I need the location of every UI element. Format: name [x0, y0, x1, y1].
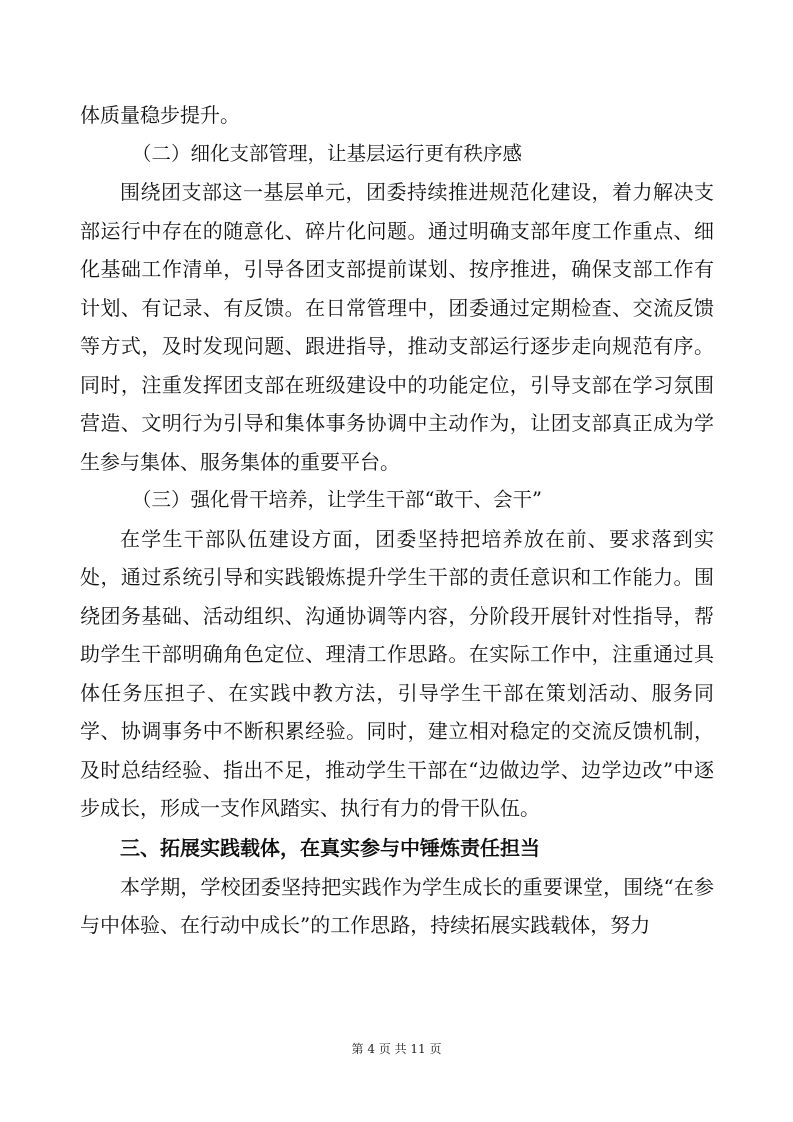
paragraph-continuation: 体质量稳步提升。	[80, 103, 240, 127]
paragraph-branch-management: 围绕团支部这一基层单元，团委持续推进规范化建设，着力解决支部运行中存在的随意化、碎片化问题。通过明确支部年度工作重点、细化基础工作清单，引导各团支部提前谋划、按序推进，确保支部工作有计划、有记录、有反馈。在日常管理中，团委通过定期检查、交流反馈等方式，及时发现问题、跟进指导，推动支部运行逐步走向规范有序。同时，注重发挥团支部在班级建设中的功能定位，引导支部在学习氛围营造、文明行为引导和集体事务协调中主动作为，让团支部真正成为学生参与集体、服务集体的重要平台。	[80, 180, 714, 474]
chapter-heading-3: 三、拓展实践载体，在真实参与中锤炼责任担当	[120, 835, 540, 860]
document-body	[80, 96, 714, 945]
paragraph-cadre-training: 在学生干部队伍建设方面，团委坚持把培养放在前、要求落到实处，通过系统引导和实践锻炼提升学生干部的责任意识和工作能力。围绕团务基础、活动组织、沟通协调等内容，分阶段开展针对性指导，帮助学生干部明确角色定位、理清工作思路。在实际工作中，注重通过具体任务压担子、在实践中教方法，引导学生干部在策划活动、服务同学、协调事务中不断积累经验。同时，建立相对稳定的交流反馈机制，及时总结经验、指出不足，推动学生干部在“边做边学、边学边改”中逐步成长，形成一支作风踏实、执行有力的骨干队伍。	[80, 526, 714, 820]
paragraph-practice-intro: 本学期，学校团委坚持把实践作为学生成长的重要课堂，围绕“在参与中体验、在行动中成长”的工作思路，持续拓展实践载体，努力	[80, 874, 714, 937]
section-heading-2: （二）细化支部管理，让基层运行更有秩序感	[132, 141, 523, 165]
page-number-footer: 第 4 页 共 11 页	[351, 1042, 442, 1056]
section-heading-3: （三）强化骨干培养，让学生干部“敢干、会干”	[132, 488, 542, 511]
